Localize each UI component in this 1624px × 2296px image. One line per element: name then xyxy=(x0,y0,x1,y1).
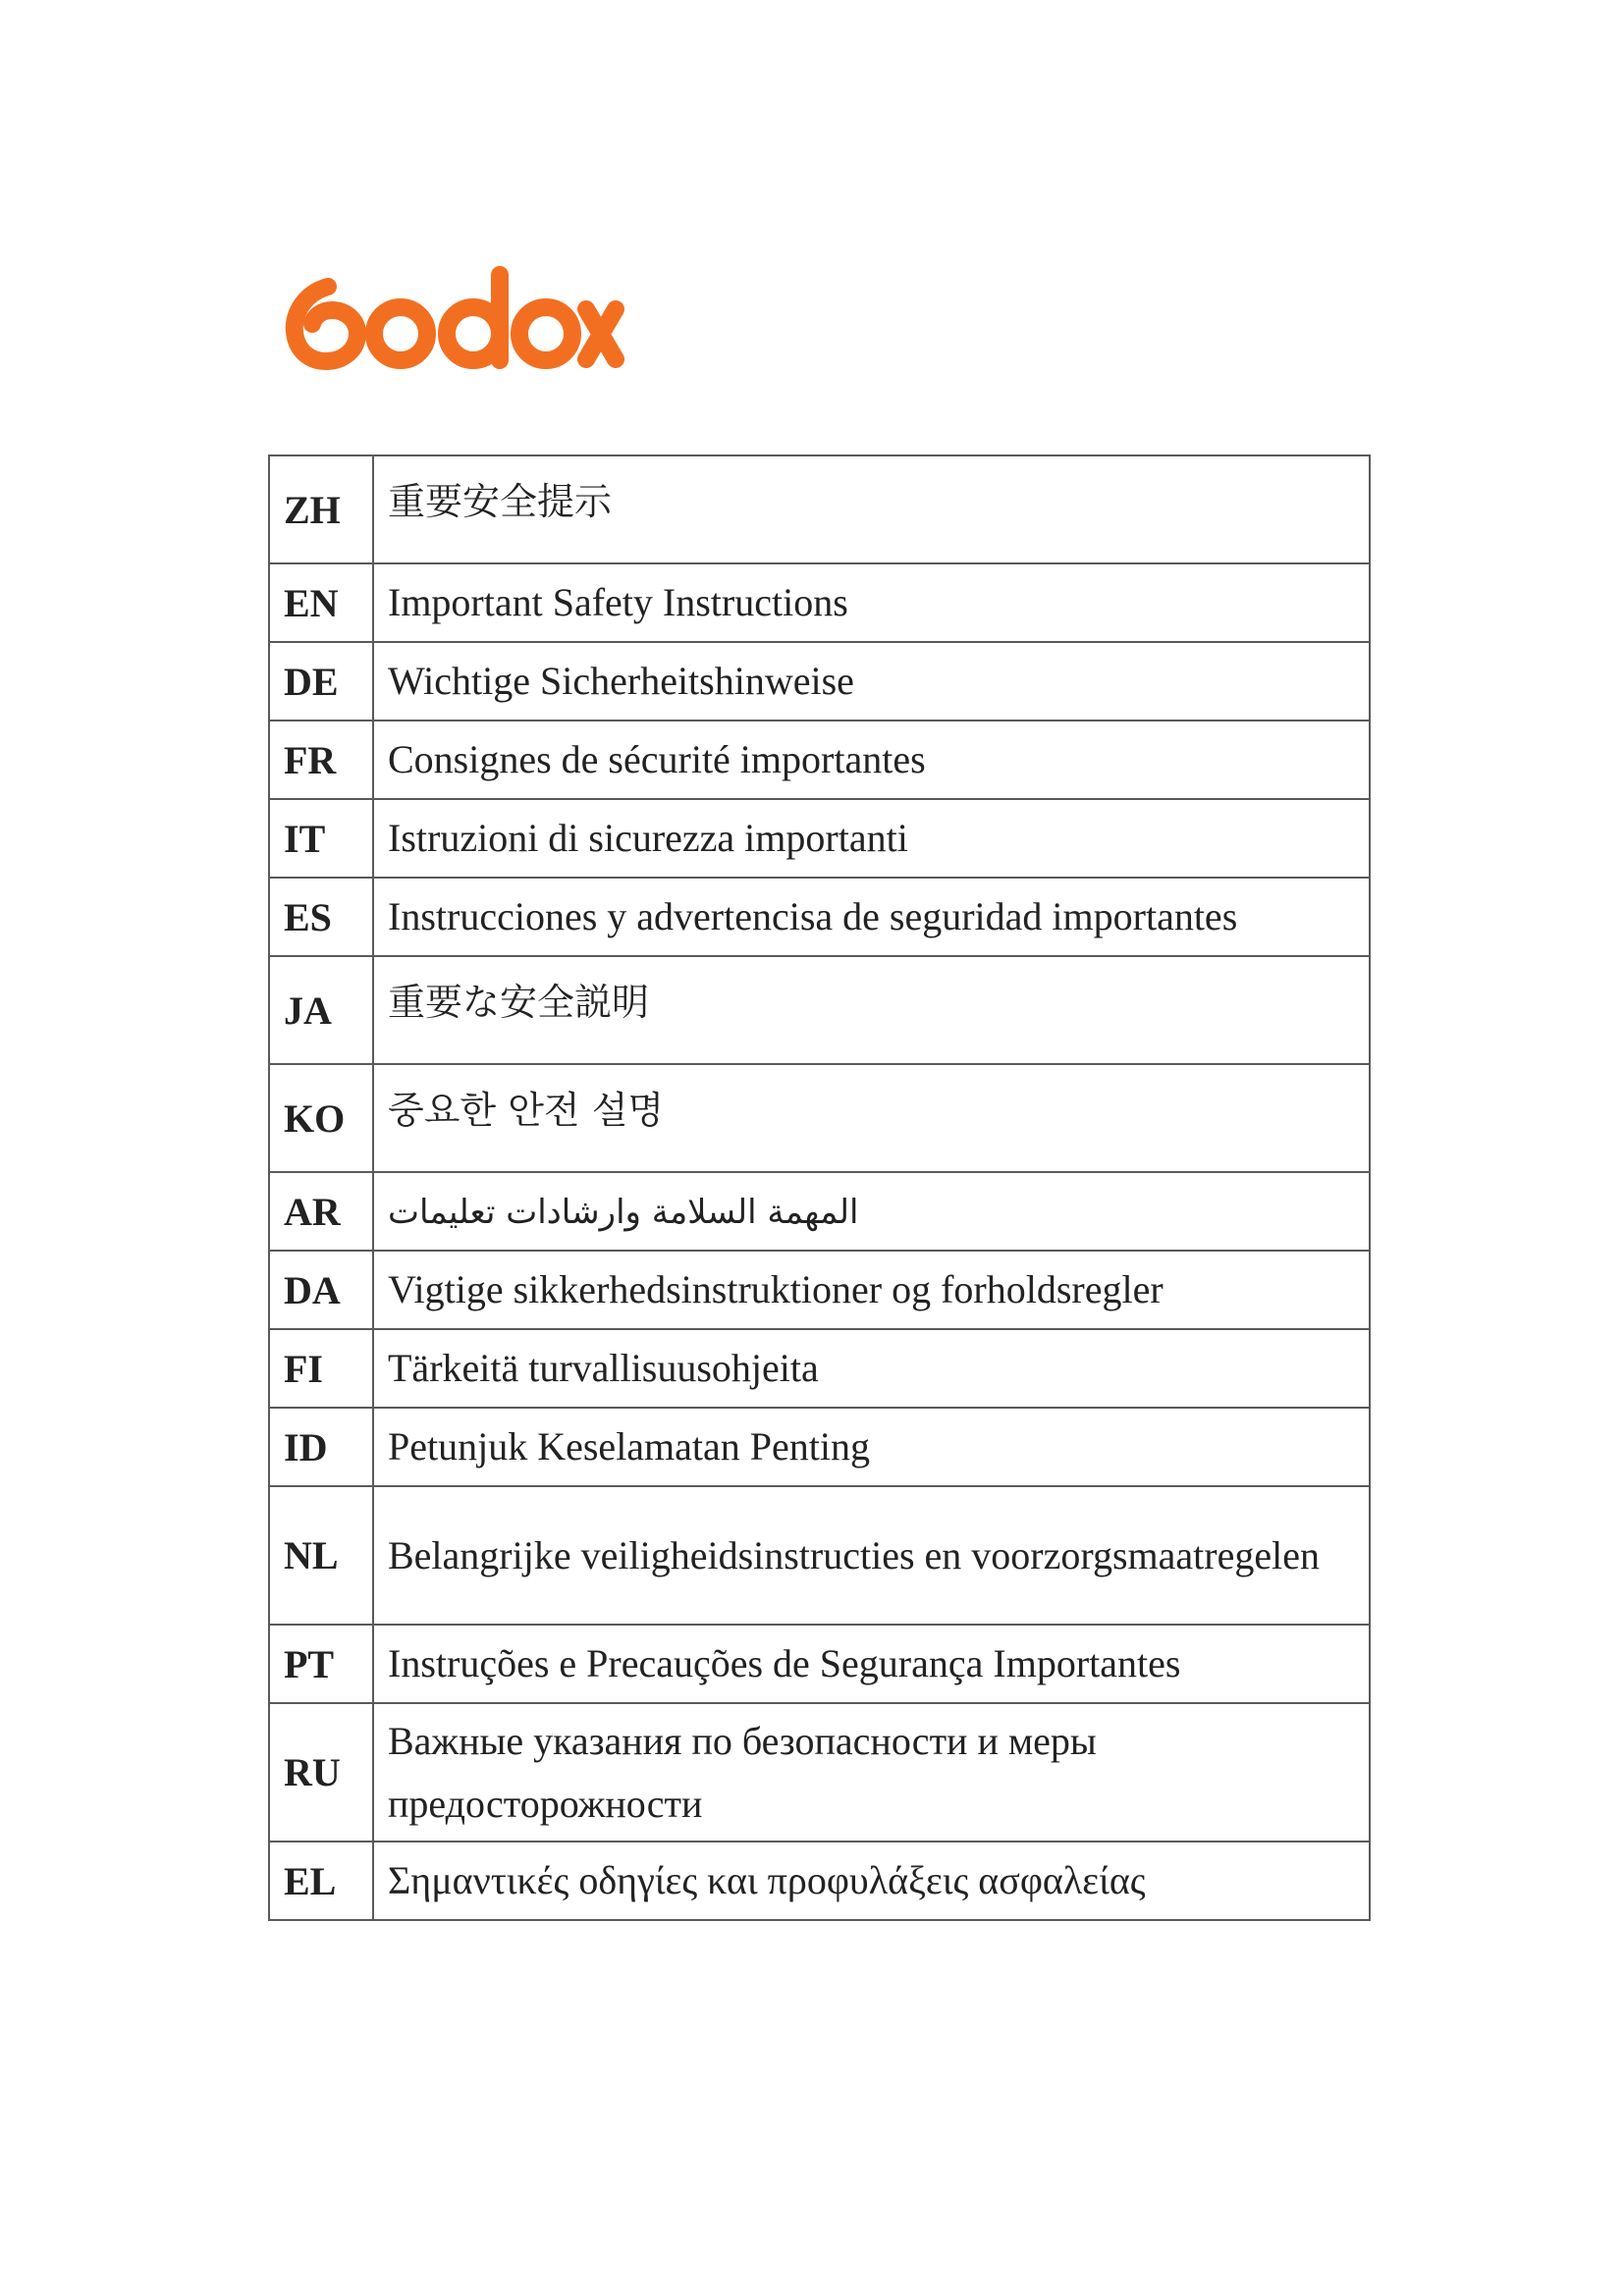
language-code: NL xyxy=(269,1486,373,1625)
safety-title: Σημαντικές οδηγίες και προφυλάξεις ασφαλείας xyxy=(373,1842,1370,1920)
safety-title: Consignes de sécurité importantes xyxy=(373,721,1370,799)
table-row xyxy=(269,1703,1370,1842)
language-code: DE xyxy=(269,642,373,721)
safety-title: Instrucciones y advertencisa de seguridad importantes xyxy=(373,878,1370,956)
language-code: DA xyxy=(269,1251,373,1329)
table-row xyxy=(269,642,1370,721)
table-row xyxy=(269,799,1370,878)
language-code: ID xyxy=(269,1408,373,1486)
safety-title: Wichtige Sicherheitshinweise xyxy=(373,642,1370,721)
language-code: ES xyxy=(269,878,373,956)
language-code: PT xyxy=(269,1625,373,1703)
language-code: ZH xyxy=(269,455,373,563)
safety-title: Belangrijke veiligheidsinstructies en voorzorgsmaatregelen xyxy=(373,1486,1370,1625)
language-code: FR xyxy=(269,721,373,799)
language-code: EN xyxy=(269,563,373,642)
safety-title: Petunjuk Keselamatan Penting xyxy=(373,1408,1370,1486)
safety-title: Istruzioni di sicurezza importanti xyxy=(373,799,1370,878)
table-row xyxy=(269,1172,1370,1251)
table-row xyxy=(269,1329,1370,1408)
language-code: IT xyxy=(269,799,373,878)
table-row xyxy=(269,1064,1370,1172)
safety-title: Важные указания по безопасности и меры предосторожности xyxy=(373,1703,1370,1842)
language-title-table xyxy=(268,454,1371,1921)
language-code: AR xyxy=(269,1172,373,1251)
godox-logo-icon xyxy=(281,265,624,373)
safety-title xyxy=(373,1172,1370,1251)
table-row xyxy=(269,455,1370,563)
safety-title: Instruções e Precauções de Segurança Importantes xyxy=(373,1625,1370,1703)
safety-title: 중요한 안전 설명 xyxy=(373,1064,1370,1172)
language-code: FI xyxy=(269,1329,373,1408)
safety-title: 重要安全提示 xyxy=(373,455,1370,563)
brand-logo xyxy=(281,265,624,373)
table-row xyxy=(269,1408,1370,1486)
table-row xyxy=(269,878,1370,956)
safety-title: 重要な安全説明 xyxy=(373,956,1370,1064)
table-row xyxy=(269,1486,1370,1625)
table-row xyxy=(269,956,1370,1064)
language-code: KO xyxy=(269,1064,373,1172)
table-row xyxy=(269,1625,1370,1703)
safety-title: Important Safety Instructions xyxy=(373,563,1370,642)
safety-title: Vigtige sikkerhedsinstruktioner og forholdsregler xyxy=(373,1251,1370,1329)
language-code: RU xyxy=(269,1703,373,1842)
safety-title: Tärkeitä turvallisuusohjeita xyxy=(373,1329,1370,1408)
table-row xyxy=(269,563,1370,642)
table-row xyxy=(269,1251,1370,1329)
table-row xyxy=(269,721,1370,799)
table-row xyxy=(269,1842,1370,1920)
safety-title-text: المهمة السلامة وارشادات تعليمات xyxy=(388,1193,859,1232)
language-code: EL xyxy=(269,1842,373,1920)
language-code: JA xyxy=(269,956,373,1064)
